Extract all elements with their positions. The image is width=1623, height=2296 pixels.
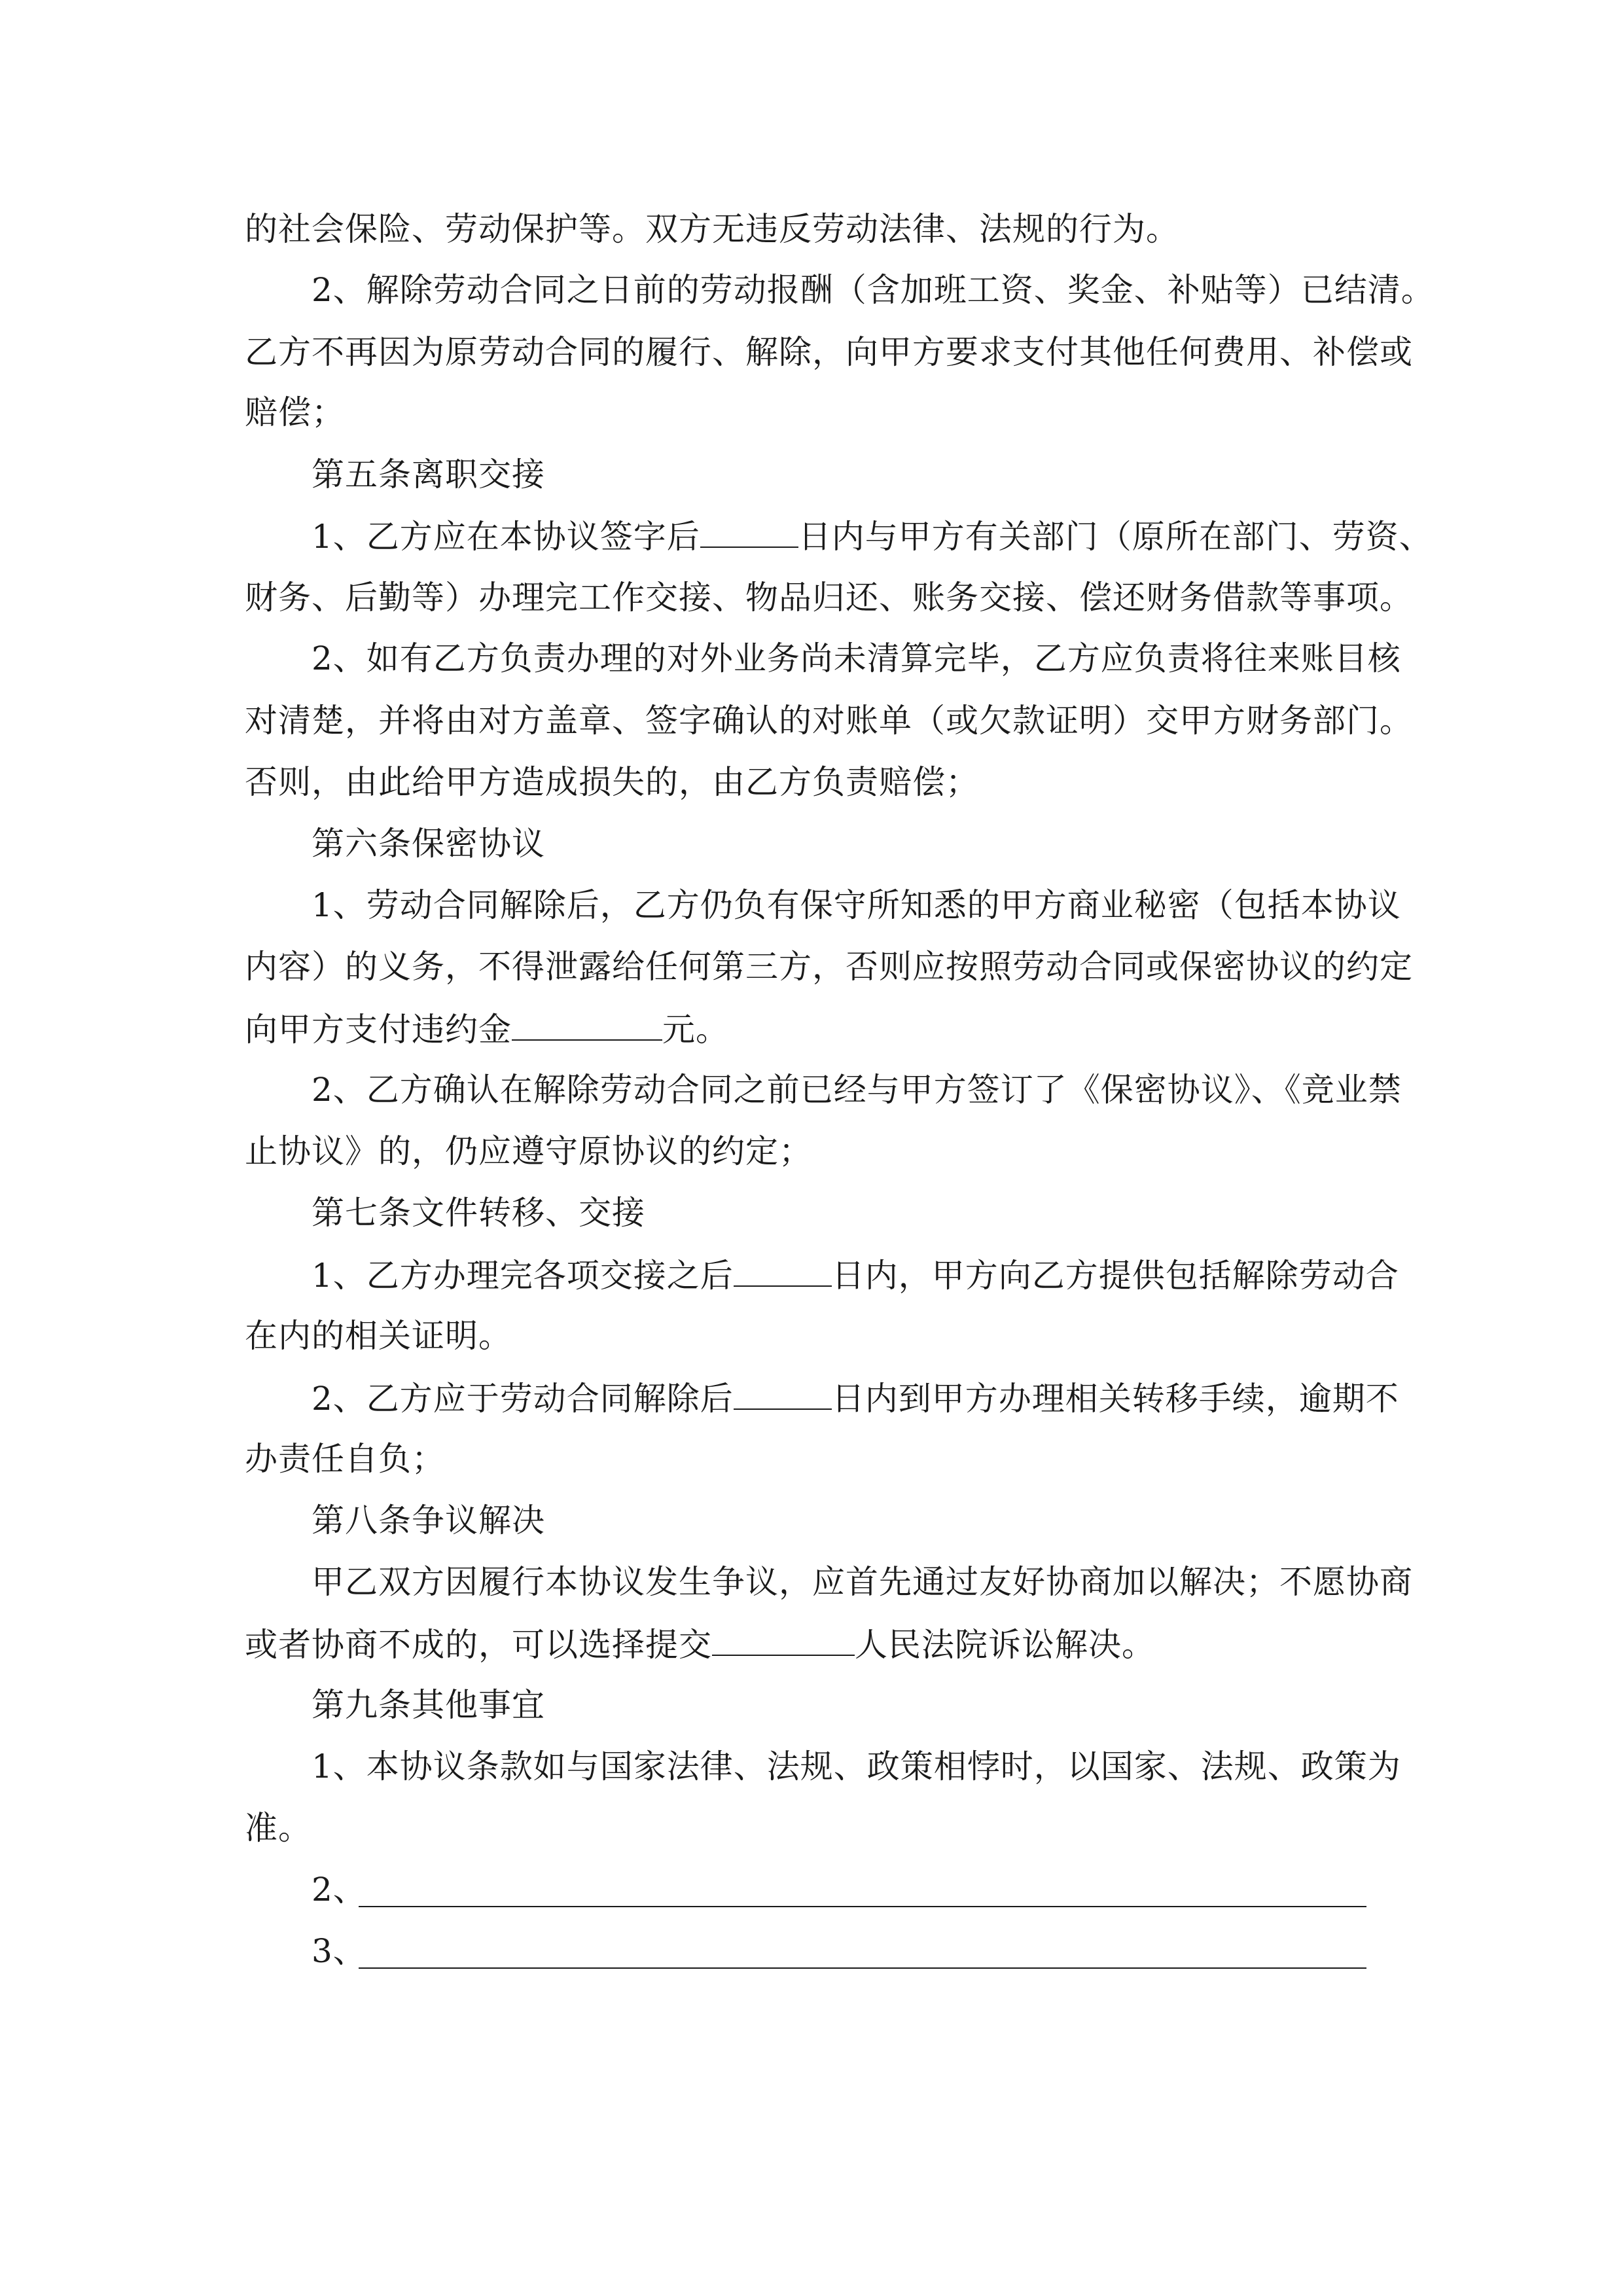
text-line: [245, 759, 979, 805]
section-heading: [312, 821, 545, 867]
text-segment: 日内到甲方办理相关转移手续，逾期不: [831, 1380, 1399, 1418]
text-segment: 止协议》的，仍应遵守原协议的约定；: [245, 1132, 812, 1170]
text-line: [245, 1805, 312, 1851]
text-segment: 第八条争议解决: [312, 1501, 545, 1539]
fill-in-blank: [734, 1251, 832, 1287]
text-segment: 乙方不再因为原劳动合同的履行、解除，向甲方要求支付其他任何费用、补偿或: [245, 333, 1413, 371]
text-segment: 元。: [662, 1011, 729, 1049]
text-line: [245, 698, 1413, 744]
text-line: [245, 389, 345, 435]
text-line: [312, 1559, 1413, 1605]
fill-in-blank: [734, 1374, 832, 1410]
fill-in-line: [359, 1906, 1366, 1907]
text-segment: 1、本协议条款如与国家法律、法规、政策相悖时，以国家、法规、政策为: [312, 1748, 1401, 1785]
text-segment: 3、: [312, 1932, 366, 1970]
text-segment: 或者协商不成的，可以选择提交: [245, 1626, 712, 1664]
text-line: [245, 329, 1413, 375]
text-segment: 办责任自负；: [245, 1440, 445, 1478]
text-segment: 2、解除劳动合同之日前的劳动报酬（含加班工资、奖金、补贴等）已结清。: [312, 271, 1435, 309]
section-heading: [312, 1498, 545, 1543]
text-segment: 2、乙方确认在解除劳动合同之前已经与甲方签订了《保密协议》、《竞业禁: [312, 1071, 1402, 1109]
text-line: [312, 267, 1435, 313]
text-segment: 人民法院诉讼解决。: [855, 1626, 1155, 1664]
text-line: [312, 1744, 1401, 1789]
text-segment: 2、乙方应于劳动合同解除后: [312, 1380, 734, 1418]
text-line: [312, 636, 1401, 681]
text-segment: 第五条离职交接: [312, 456, 545, 493]
fill-in-blank: [700, 512, 798, 548]
text-line: [245, 575, 1413, 620]
section-heading: [312, 1190, 645, 1236]
text-line: [245, 1313, 512, 1359]
text-segment: 第六条保密协议: [312, 825, 545, 863]
text-line: [312, 1067, 1402, 1113]
text-line: [245, 1436, 445, 1482]
text-line: [312, 512, 1433, 558]
text-line: [245, 1621, 1155, 1666]
text-segment: 向甲方支付违约金: [245, 1011, 512, 1049]
text-segment: 第七条文件转移、交接: [312, 1194, 645, 1232]
text-line: [245, 1005, 729, 1051]
text-segment: 日内，甲方向乙方提供包括解除劳动合: [831, 1257, 1399, 1295]
text-line: [245, 1128, 812, 1174]
text-line: [312, 1374, 1399, 1420]
text-segment: 第九条其他事宜: [312, 1686, 545, 1724]
text-segment: 的社会保险、劳动保护等。双方无违反劳动法律、法规的行为。: [245, 210, 1179, 248]
text-segment: 1、乙方办理完各项交接之后: [312, 1257, 734, 1295]
text-segment: 财务、后勤等）办理完工作交接、物品归还、账务交接、偿还财务借款等事项。: [245, 579, 1413, 617]
text-segment: 对清楚，并将由对方盖章、签字确认的对账单（或欠款证明）交甲方财务部门。: [245, 702, 1413, 740]
text-line: [245, 206, 1179, 252]
text-segment: 甲乙双方因履行本协议发生争议，应首先通过友好协商加以解决；不愿协商: [312, 1563, 1413, 1601]
text-segment: 日内与甲方有关部门（原所在部门、劳资、: [798, 518, 1433, 556]
text-line: [312, 1251, 1399, 1297]
fill-in-blank: [712, 1621, 855, 1656]
text-line: [312, 882, 1401, 928]
section-heading: [312, 1682, 545, 1728]
text-segment: 2、如有乙方负责办理的对外业务尚未清算完毕，乙方应负责将往来账目核: [312, 639, 1401, 677]
text-segment: 赔偿；: [245, 393, 345, 431]
text-segment: 1、劳动合同解除后，乙方仍负有保守所知悉的甲方商业秘密（包括本协议: [312, 886, 1401, 924]
text-segment: 准。: [245, 1809, 312, 1847]
text-segment: 在内的相关证明。: [245, 1317, 512, 1355]
section-heading: [312, 452, 545, 497]
fill-in-blank: [512, 1005, 662, 1041]
text-segment: 内容）的义务，不得泄露给任何第三方，否则应按照劳动合同或保密协议的约定: [245, 948, 1413, 986]
text-segment: 2、: [312, 1871, 366, 1909]
text-segment: 1、乙方应在本协议签字后: [312, 518, 700, 556]
fill-in-line: [359, 1967, 1366, 1969]
text-segment: 否则，由此给甲方造成损失的，由乙方负责赔偿；: [245, 763, 979, 801]
text-line: [245, 944, 1413, 990]
